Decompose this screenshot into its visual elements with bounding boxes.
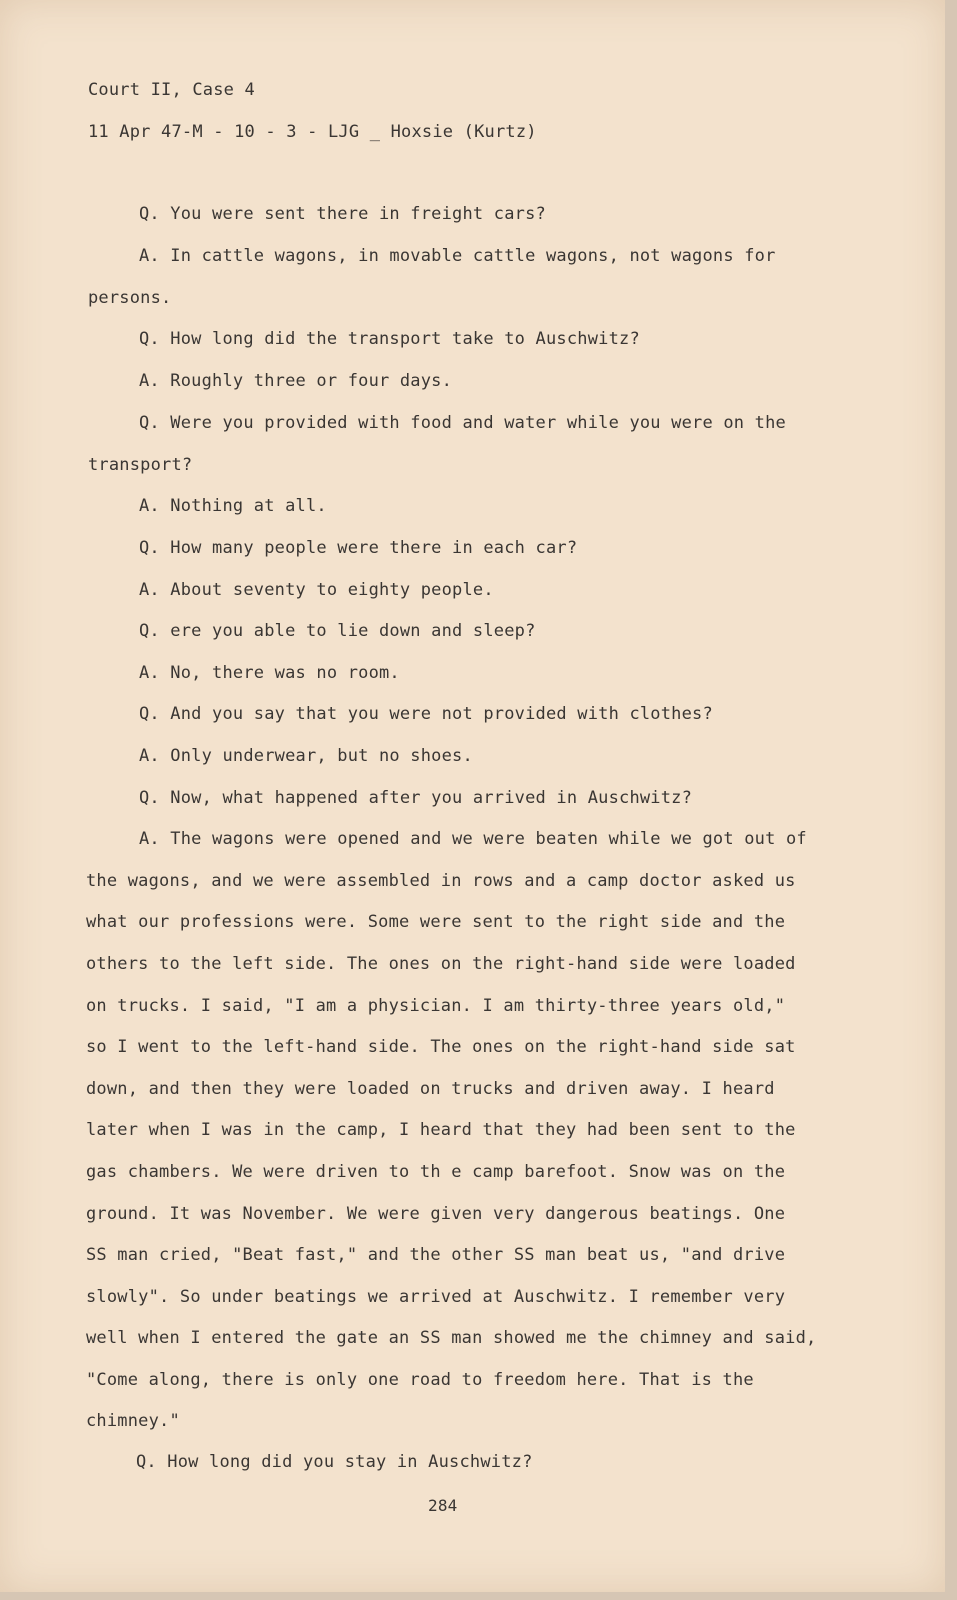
testimony-line: A. In cattle wagons, in movable cattle wagons, not wagons for	[139, 246, 776, 266]
page-number: 284	[428, 1496, 458, 1515]
testimony-line: the wagons, and we were assembled in rows and a camp doctor asked us	[86, 871, 796, 891]
testimony-line: Q. And you say that you were not provided with clothes?	[139, 704, 713, 724]
testimony-line: what our professions were. Some were sent to the right side and the	[86, 912, 786, 932]
testimony-line: on trucks. I said, "I am a physician. I am thirty-three years old,"	[86, 996, 786, 1016]
testimony-line: A. Only underwear, but no shoes.	[139, 746, 473, 766]
court-case-header: Court II, Case 4	[88, 80, 255, 100]
testimony-line: slowly". So under beatings we arrived at Auschwitz. I remember very	[86, 1287, 786, 1307]
testimony-line: so I went to the left-hand side. The ones on the right-hand side sat	[86, 1037, 796, 1057]
testimony-line: SS man cried, "Beat fast," and the other SS man beat us, "and drive	[86, 1245, 786, 1265]
testimony-line: A. About seventy to eighty people.	[139, 580, 494, 600]
testimony-line: transport?	[88, 455, 193, 475]
testimony-line: others to the left side. The ones on the right-hand side were loaded	[86, 954, 796, 974]
testimony-line: Q. Were you provided with food and water while you were on the	[139, 413, 786, 433]
testimony-line: A. The wagons were opened and we were beaten while we got out of	[139, 829, 807, 849]
testimony-line: A. Roughly three or four days.	[139, 371, 453, 391]
testimony-line: Q. You were sent there in freight cars?	[139, 204, 546, 224]
testimony-line: later when I was in the camp, I heard that they had been sent to the	[86, 1120, 796, 1140]
testimony-line: Q. Now, what happened after you arrived in Auschwitz?	[139, 788, 693, 808]
session-info-line: 11 Apr 47-M - 10 - 3 - LJG _ Hoxsie (Kurtz)	[88, 122, 537, 142]
testimony-line: well when I entered the gate an SS man showed me the chimney and said,	[86, 1328, 817, 1348]
testimony-line: Q. How long did you stay in Auschwitz?	[136, 1452, 533, 1472]
testimony-line: gas chambers. We were driven to th e camp barefoot. Snow was on the	[86, 1162, 786, 1182]
testimony-line: Q. How many people were there in each car?	[139, 538, 578, 558]
testimony-line: Q. How long did the transport take to Auschwitz?	[139, 329, 640, 349]
testimony-line: "Come along, there is only one road to freedom here. That is the	[86, 1370, 754, 1390]
testimony-line: ground. It was November. We were given very dangerous beatings. One	[86, 1204, 786, 1224]
testimony-line: Q. ere you able to lie down and sleep?	[139, 621, 536, 641]
testimony-line: A. Nothing at all.	[139, 496, 327, 516]
testimony-line: persons.	[88, 288, 172, 308]
testimony-line: A. No, there was no room.	[139, 663, 400, 683]
testimony-line: chimney."	[86, 1411, 180, 1431]
testimony-line: down, and then they were loaded on trucks and driven away. I heard	[86, 1079, 775, 1099]
